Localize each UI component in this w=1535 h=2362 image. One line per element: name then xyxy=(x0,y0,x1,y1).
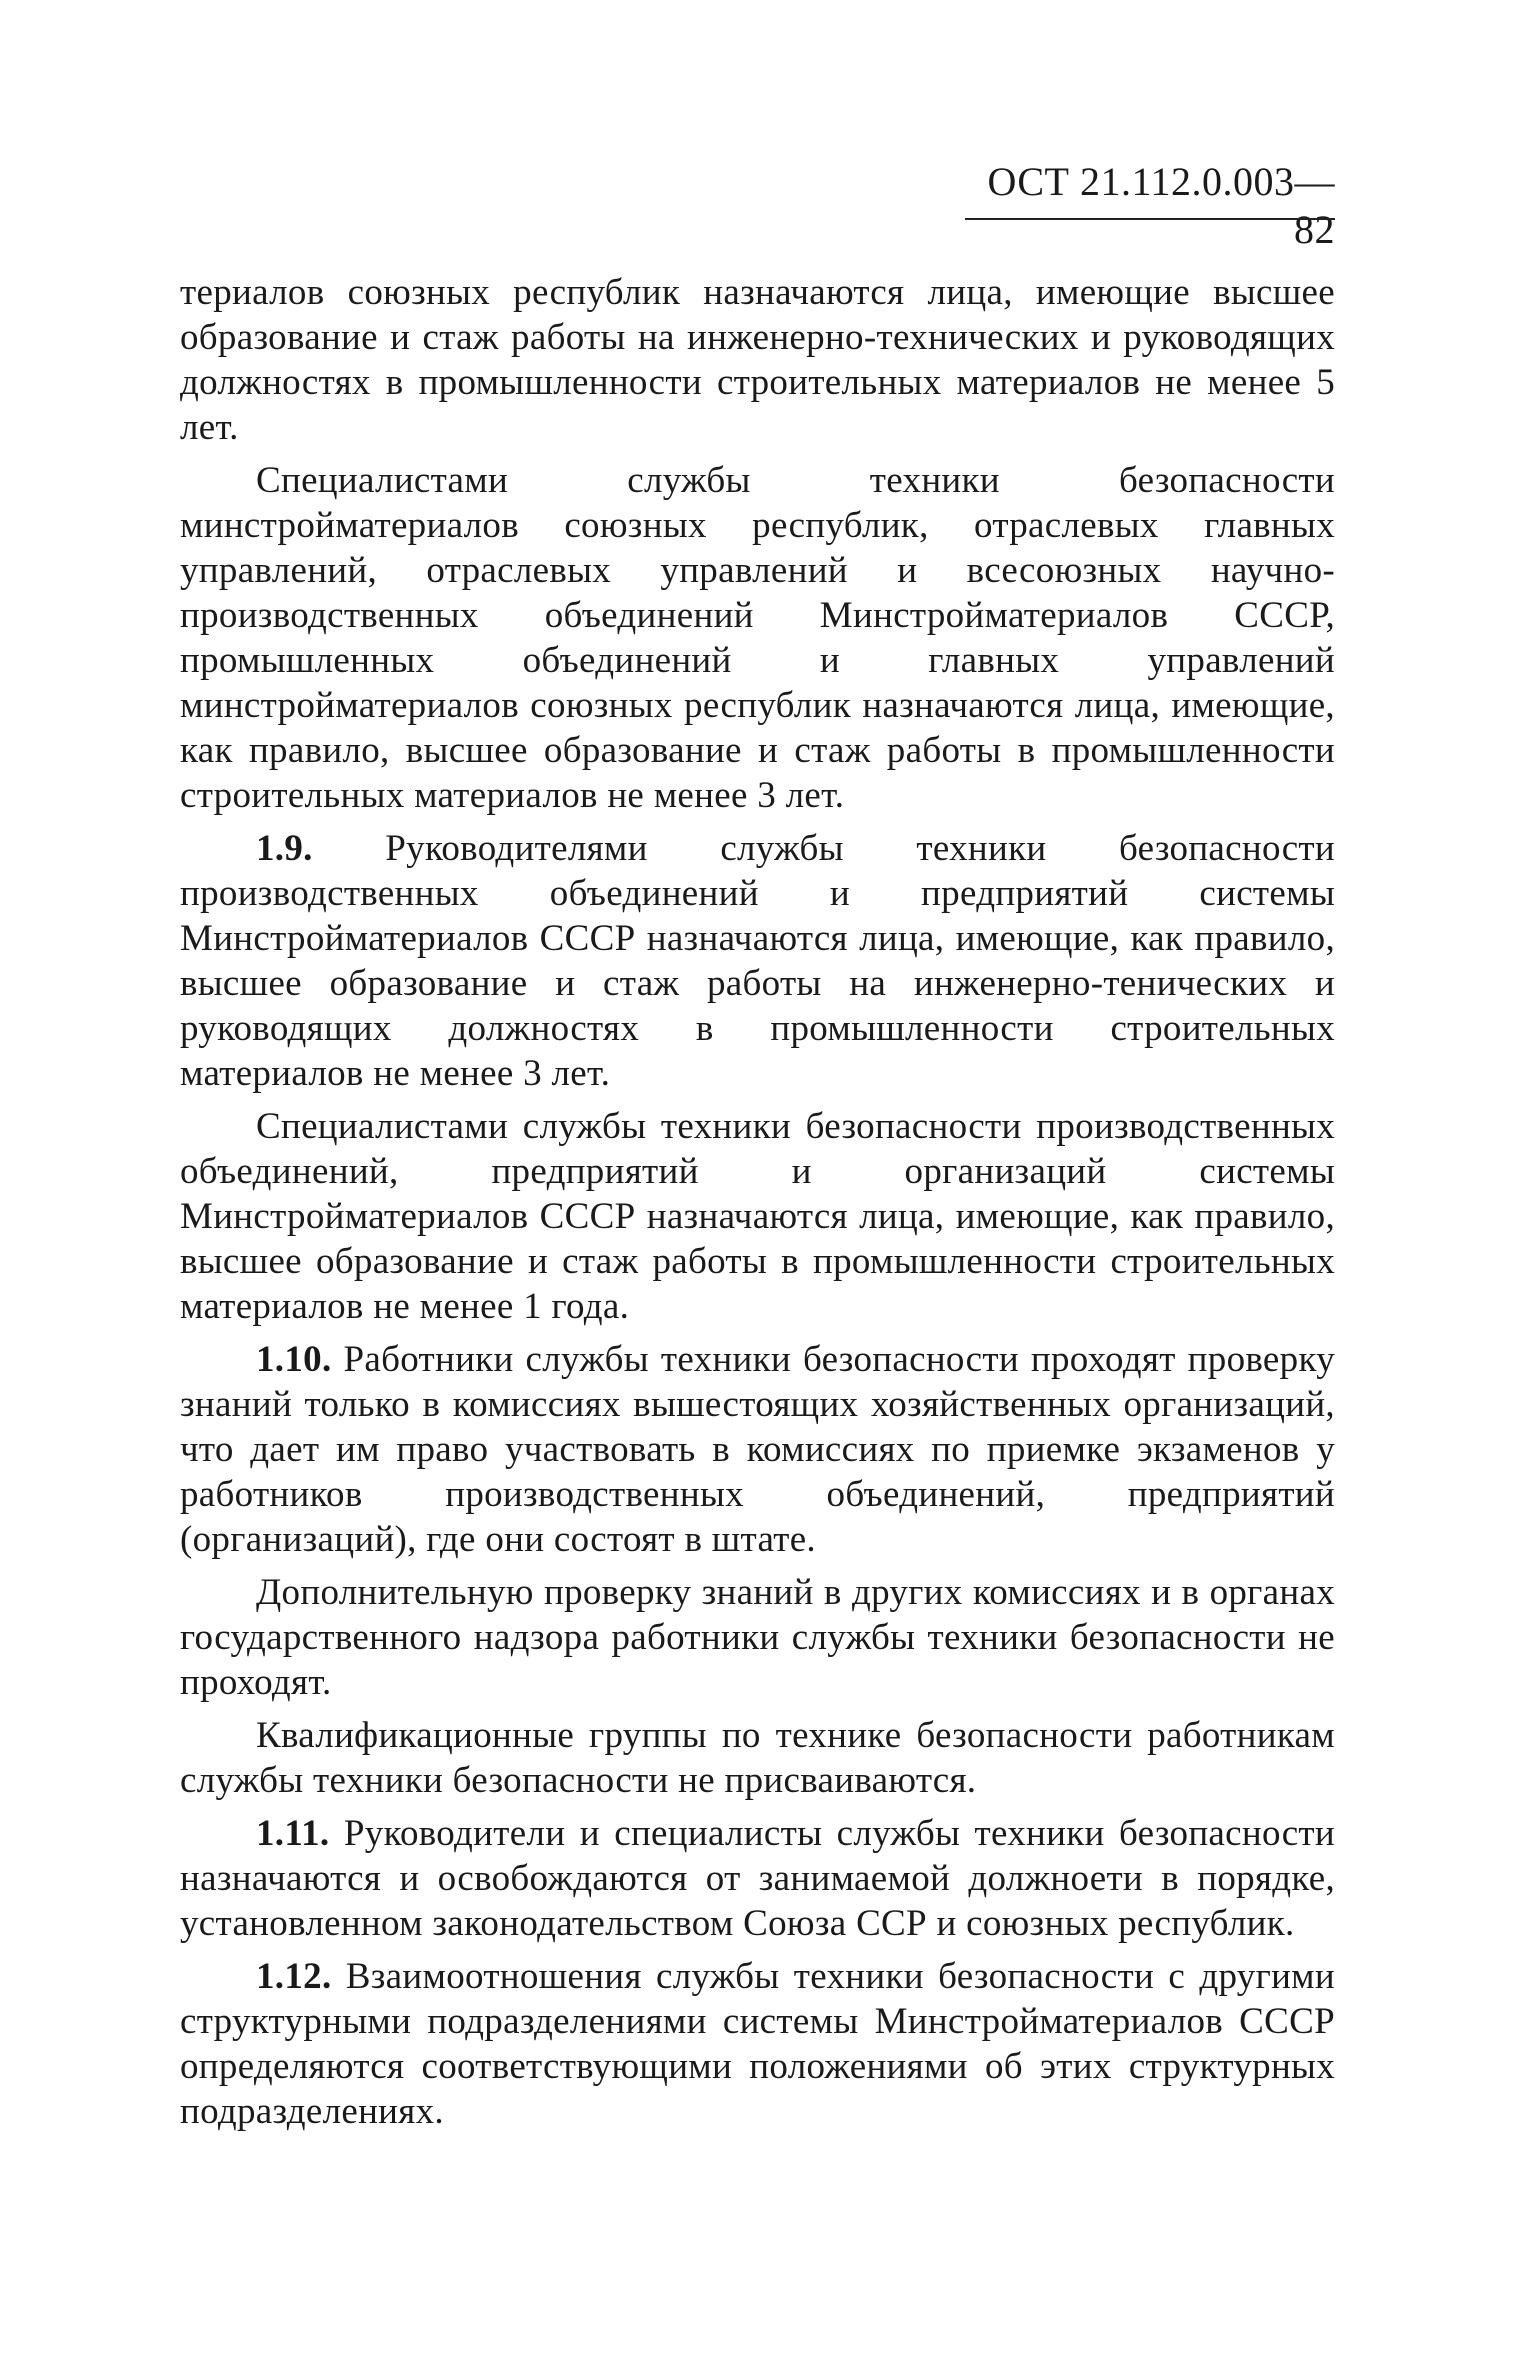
paragraph-text: Дополнительную проверку знаний в других комиссиях и в органах государственного надзора работники службы техники безопасности не проходят. xyxy=(180,1572,1335,1703)
paragraph-item-1-12 xyxy=(180,1954,1335,2134)
paragraph-text: Руководителями службы техники безопасности производственных объединений и предприятий системы Минстройматериалов СССР назначаются лица, имеющие, как правило, высшее образование и стаж работы на инженерно-тенических и руководящих должностях в промышленности строительных материалов не менее 3 лет. xyxy=(180,828,1335,1094)
paragraph-text: Работники службы техники безопасности проходят проверку знаний только в комиссиях вышестоящих хозяйственных организаций, что дает им право участвовать в комиссиях по приемке экзаменов у работников производственных объединений, предприятий (организаций), где они состоят в штате. xyxy=(180,1339,1335,1560)
paragraph-qualification-groups xyxy=(180,1713,1335,1803)
item-number: 1.9. xyxy=(256,828,313,869)
paragraph-text: Специалистами службы техники безопасности производственных объединений, предприятий и организаций системы Минстройматериалов СССР назначаются лица, имеющие, как правило, высшее образование и стаж работы в промышленности строительных материалов не менее 1 года. xyxy=(180,1106,1335,1327)
paragraph-text: Квалификационные группы по технике безопасности работникам службы техники безопасности не присваиваются. xyxy=(180,1715,1335,1801)
paragraph-text: Специалистами службы техники безопасности минстройматериалов союзных республик, отраслевых главных управлений, отраслевых управлений и всесоюзных научно-производственных объединений Минстройматериалов СССР, промышленных объединений и главных управлений минстройматериалов союзных республик назначаются лица, имеющие, как правило, высшее образование и стаж работы в промышленности строительных материалов не менее 3 лет. xyxy=(180,460,1335,816)
document-code-header: ОСТ 21.112.0.003—82 xyxy=(987,159,1335,252)
paragraph-text: Взаимоотношения службы техники безопасности с другими структурными подразделениями системы Минстройматериалов СССР определяются соответствующими положениями об этих структурных подразделениях. xyxy=(180,1956,1335,2132)
paragraph-specialists-enterprises xyxy=(180,1104,1335,1329)
item-number: 1.10. xyxy=(256,1339,332,1380)
paragraph-text: териалов союзных республик назначаются лица, имеющие высшее образование и стаж работы на инженерно-технических и руководящих должностях в промышленности строительных материалов не менее 5 лет. xyxy=(180,272,1335,448)
header-underline xyxy=(965,218,1335,220)
paragraph-text: Руководители и специалисты службы техники безопасности назначаются и освобождаются от занимаемой должноети в порядке, установленном законодательством Союза ССР и союзных республик. xyxy=(180,1813,1335,1944)
paragraph-specialists-republic xyxy=(180,458,1335,818)
document-body xyxy=(180,270,1335,2142)
paragraph-item-1-10 xyxy=(180,1337,1335,1562)
paragraph-continuation xyxy=(180,270,1335,450)
item-number: 1.11. xyxy=(256,1813,330,1854)
item-number: 1.12. xyxy=(256,1956,332,1997)
paragraph-additional-check xyxy=(180,1570,1335,1705)
paragraph-item-1-9 xyxy=(180,826,1335,1096)
paragraph-item-1-11 xyxy=(180,1811,1335,1946)
